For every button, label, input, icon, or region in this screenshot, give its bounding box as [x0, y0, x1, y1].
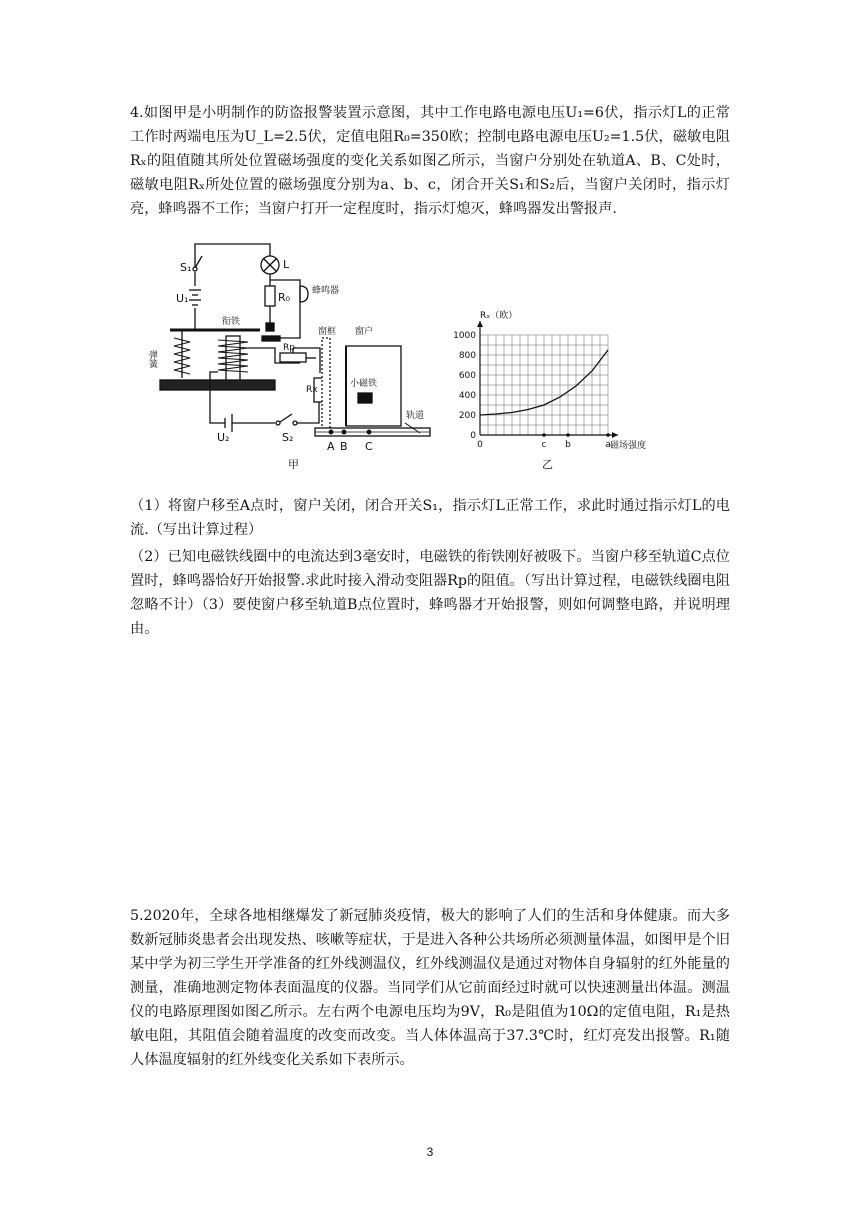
- question-4-part-2-3: （2）已知电磁铁线圈中的电流达到3毫安时，电磁铁的衔铁刚好被吸下。当窗户移至轨道C点位置时，蜂鸣器恰好开始报警.求此时接入滑动变阻器Rp的阻值。（写出计算过程，电磁铁线圈电阻忽略不计）（3）要使窗户移至轨道B点位置时，蜂鸣器才开始报警，则如何调整电路，并说明理由。: [130, 549, 730, 637]
- label-spring: 弹簧: [147, 350, 157, 368]
- y-tick-label: 600: [458, 371, 476, 381]
- label-track: 轨道: [406, 411, 425, 421]
- label-rp: Rp: [283, 343, 295, 353]
- question-4-part-1: （1）将窗户移至A点时，窗户关闭，闭合开关S₁，指示灯L正常工作，求此时通过指示灯L的电流.（写出计算过程）: [130, 498, 730, 538]
- y-axis-arrow: [477, 321, 483, 327]
- circuit-diagram-jia: [160, 244, 430, 436]
- y-tick-label: 200: [458, 411, 476, 421]
- label-pos-c: C: [365, 440, 373, 453]
- y-tick-label: 800: [458, 351, 476, 361]
- x-tick-label: 0: [477, 440, 483, 450]
- y-tick-label: 1000: [453, 331, 476, 341]
- chart-yi: [453, 321, 618, 450]
- x-tick-marker: [542, 433, 546, 437]
- x-tick-marker: [566, 433, 570, 437]
- chart-xlabel: 磁场强度: [610, 441, 647, 451]
- label-s1: S₁: [180, 261, 192, 274]
- label-lamp: L: [283, 258, 290, 271]
- x-tick-label: a: [605, 440, 611, 450]
- caption-jia: 甲: [288, 458, 299, 471]
- label-r0: R₀: [278, 291, 291, 304]
- page-number: 3: [426, 1145, 434, 1159]
- chart-ylabel: Rₓ（欧）: [480, 311, 518, 321]
- question-5-text: 5.2020年，全球各地相继爆发了新冠肺炎疫情，极大的影响了人们的生活和身体健康。而大多数新冠肺炎患者会出现发热、咳嗽等症状，于是进入各种公共场所必须测量体温，如图甲是个旧某中学为初三学生开学准备的红外线测温仪，红外线测温仪是通过对物体自身辐射的红外能量的测量，准确地测定物体表面温度的仪器。当同学们从它前面经过时就可以快速测量出体温。测温仪的电路原理图如图乙所示。左右两个电源电压均为9V，R₀是阻值为10Ω的定值电阻，R₁是热敏电阻，其阻值会随着温度的改变而改变。当人体体温高于37.3℃时，红灯亮发出报警。R₁随人体温度辐射的红外线变化关系如下表所示。: [130, 908, 730, 1068]
- label-s2: S₂: [282, 431, 294, 444]
- label-frame: 窗框: [318, 327, 337, 337]
- x-axis-arrow: [612, 432, 618, 438]
- label-window: 窗户: [355, 327, 374, 337]
- label-pos-a: A: [327, 440, 335, 453]
- label-buzzer: 蜂鸣器: [312, 286, 340, 296]
- x-tick-label: b: [565, 440, 571, 450]
- y-tick-label: 0: [470, 431, 476, 441]
- question-4-intro: 4.如图甲是小明制作的防盗报警装置示意图，其中工作电路电源电压U₁=6伏，指示灯L的正常工作时两端电压为U_L=2.5伏，定值电阻R₀=350欧；控制电路电源电压U₂=1.5伏，磁敏电阻Rₓ的阻值随其所处位置磁场强度的变化关系如图乙所示，当窗户分别处在轨道A、B、C处时，磁敏电阻Rₓ所处位置的磁场强度分别为a、b、c，闭合开关S₁和S₂后，当窗户关闭时，指示灯亮，蜂鸣器不工作；当窗户打开一定程度时，指示灯熄灭，蜂鸣器发出警报声.: [130, 105, 730, 217]
- label-rx: Rx: [306, 385, 318, 395]
- x-tick-marker: [606, 433, 610, 437]
- label-magnet: 小磁铁: [350, 379, 378, 389]
- label-pos-b: B: [340, 440, 348, 453]
- figure-4: [147, 238, 647, 478]
- x-tick-label: c: [541, 440, 547, 450]
- label-armature: 衔铁: [222, 317, 241, 327]
- label-u2: U₂: [217, 431, 230, 444]
- chart-caption: 乙: [542, 458, 553, 471]
- y-tick-label: 400: [458, 391, 476, 401]
- label-u1: U₁: [176, 292, 189, 305]
